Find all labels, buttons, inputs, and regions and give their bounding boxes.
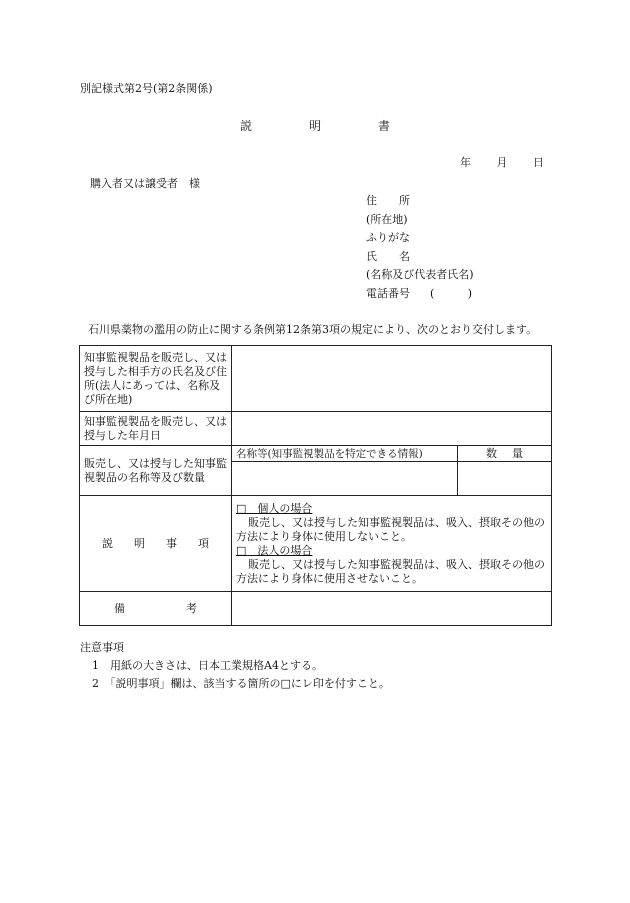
intro-text: 石川県薬物の濫用の防止に関する条例第12条第3項の規定により、次のとおり交付します。 (88, 323, 538, 336)
individual-option-heading: □ 個人の場合 (236, 501, 313, 515)
quantity-field[interactable] (458, 462, 552, 496)
phone-close-paren: ) (467, 286, 472, 300)
table-row (80, 412, 552, 446)
recipient-field[interactable] (232, 346, 552, 412)
document-title (240, 119, 390, 133)
month-label: 月 (496, 156, 508, 169)
table-row (80, 496, 552, 592)
remarks-char: 考 (186, 601, 197, 615)
title-char: 明 (308, 119, 321, 133)
address-char: 住 (366, 194, 377, 207)
address-row (366, 194, 474, 213)
name-note-row (366, 268, 474, 287)
location-label: (所在地) (366, 212, 408, 226)
table-row (80, 592, 552, 626)
phone-row (366, 287, 474, 306)
notes-section (80, 639, 390, 693)
remarks-field[interactable] (232, 592, 552, 626)
corporate-option[interactable] (236, 544, 547, 586)
sale-date-label: 知事監視製品を販売し、又は授与した年月日 (80, 412, 232, 446)
notes-heading: 注意事項 (80, 641, 124, 654)
quantity-char: 数 (486, 446, 497, 460)
corporate-option-heading: □ 法人の場合 (236, 543, 313, 557)
location-row (366, 213, 474, 232)
quantity-header (458, 446, 552, 462)
name-char: 名 (399, 249, 410, 263)
phone-label: 電話番号 (366, 286, 410, 300)
individual-option-text: 販売し、又は授与した知事監視製品は、吸入、摂取その他の方法により身体に使用しないこと。 (236, 515, 545, 543)
address-char: 所 (399, 194, 410, 207)
table-row (80, 446, 552, 462)
recipient-label: 知事監視製品を販売し、又は授与した相手方の氏名及び住所(法人にあっては、名称及び所在地) (80, 346, 232, 412)
phone-open-paren: ( (430, 286, 435, 300)
day-label: 日 (533, 156, 544, 169)
explanation-char: 説 (102, 536, 113, 550)
addressee: 購入者又は譲受者 様 (90, 177, 200, 190)
remarks-char: 備 (114, 601, 125, 615)
title-char: 書 (377, 119, 390, 133)
sale-date-field[interactable] (232, 412, 552, 446)
remarks-label (80, 592, 232, 626)
furigana-label: ふりがな (366, 231, 410, 244)
name-note-label: (名称及び代表者氏名) (366, 268, 474, 281)
name-row (366, 250, 474, 269)
individual-option[interactable] (236, 502, 547, 544)
quantity-char: 量 (512, 446, 523, 460)
year-label: 年 (460, 156, 471, 169)
explanation-options (232, 496, 552, 592)
note-item: 2 「説明事項」欄は、該当する箇所の□にレ印を付すこと。 (92, 677, 390, 690)
corporate-option-text: 販売し、又は授与した知事監視製品は、吸入、摂取その他の方法により身体に使用させないこと。 (236, 557, 545, 585)
product-name-header: 名称等(知事監視製品を特定できる情報) (232, 446, 458, 462)
note-item: 1 用紙の大きさは、日本工業規格A4とする。 (92, 659, 323, 672)
explanation-char: 事 (166, 536, 177, 550)
explanation-label (80, 496, 232, 592)
name-char: 氏 (366, 249, 377, 263)
explanation-table (79, 345, 552, 626)
explanation-char: 項 (198, 536, 209, 550)
product-name-field[interactable] (232, 462, 458, 496)
title-char: 説 (240, 119, 253, 133)
form-number: 別記様式第2号(第2条関係) (80, 82, 213, 95)
sender-block (366, 194, 474, 305)
date-line (460, 156, 544, 170)
explanation-char: 明 (134, 536, 145, 550)
table-row (80, 346, 552, 412)
product-label: 販売し、又は授与した知事監視製品の名称等及び数量 (80, 446, 232, 496)
furigana-row (366, 231, 474, 250)
